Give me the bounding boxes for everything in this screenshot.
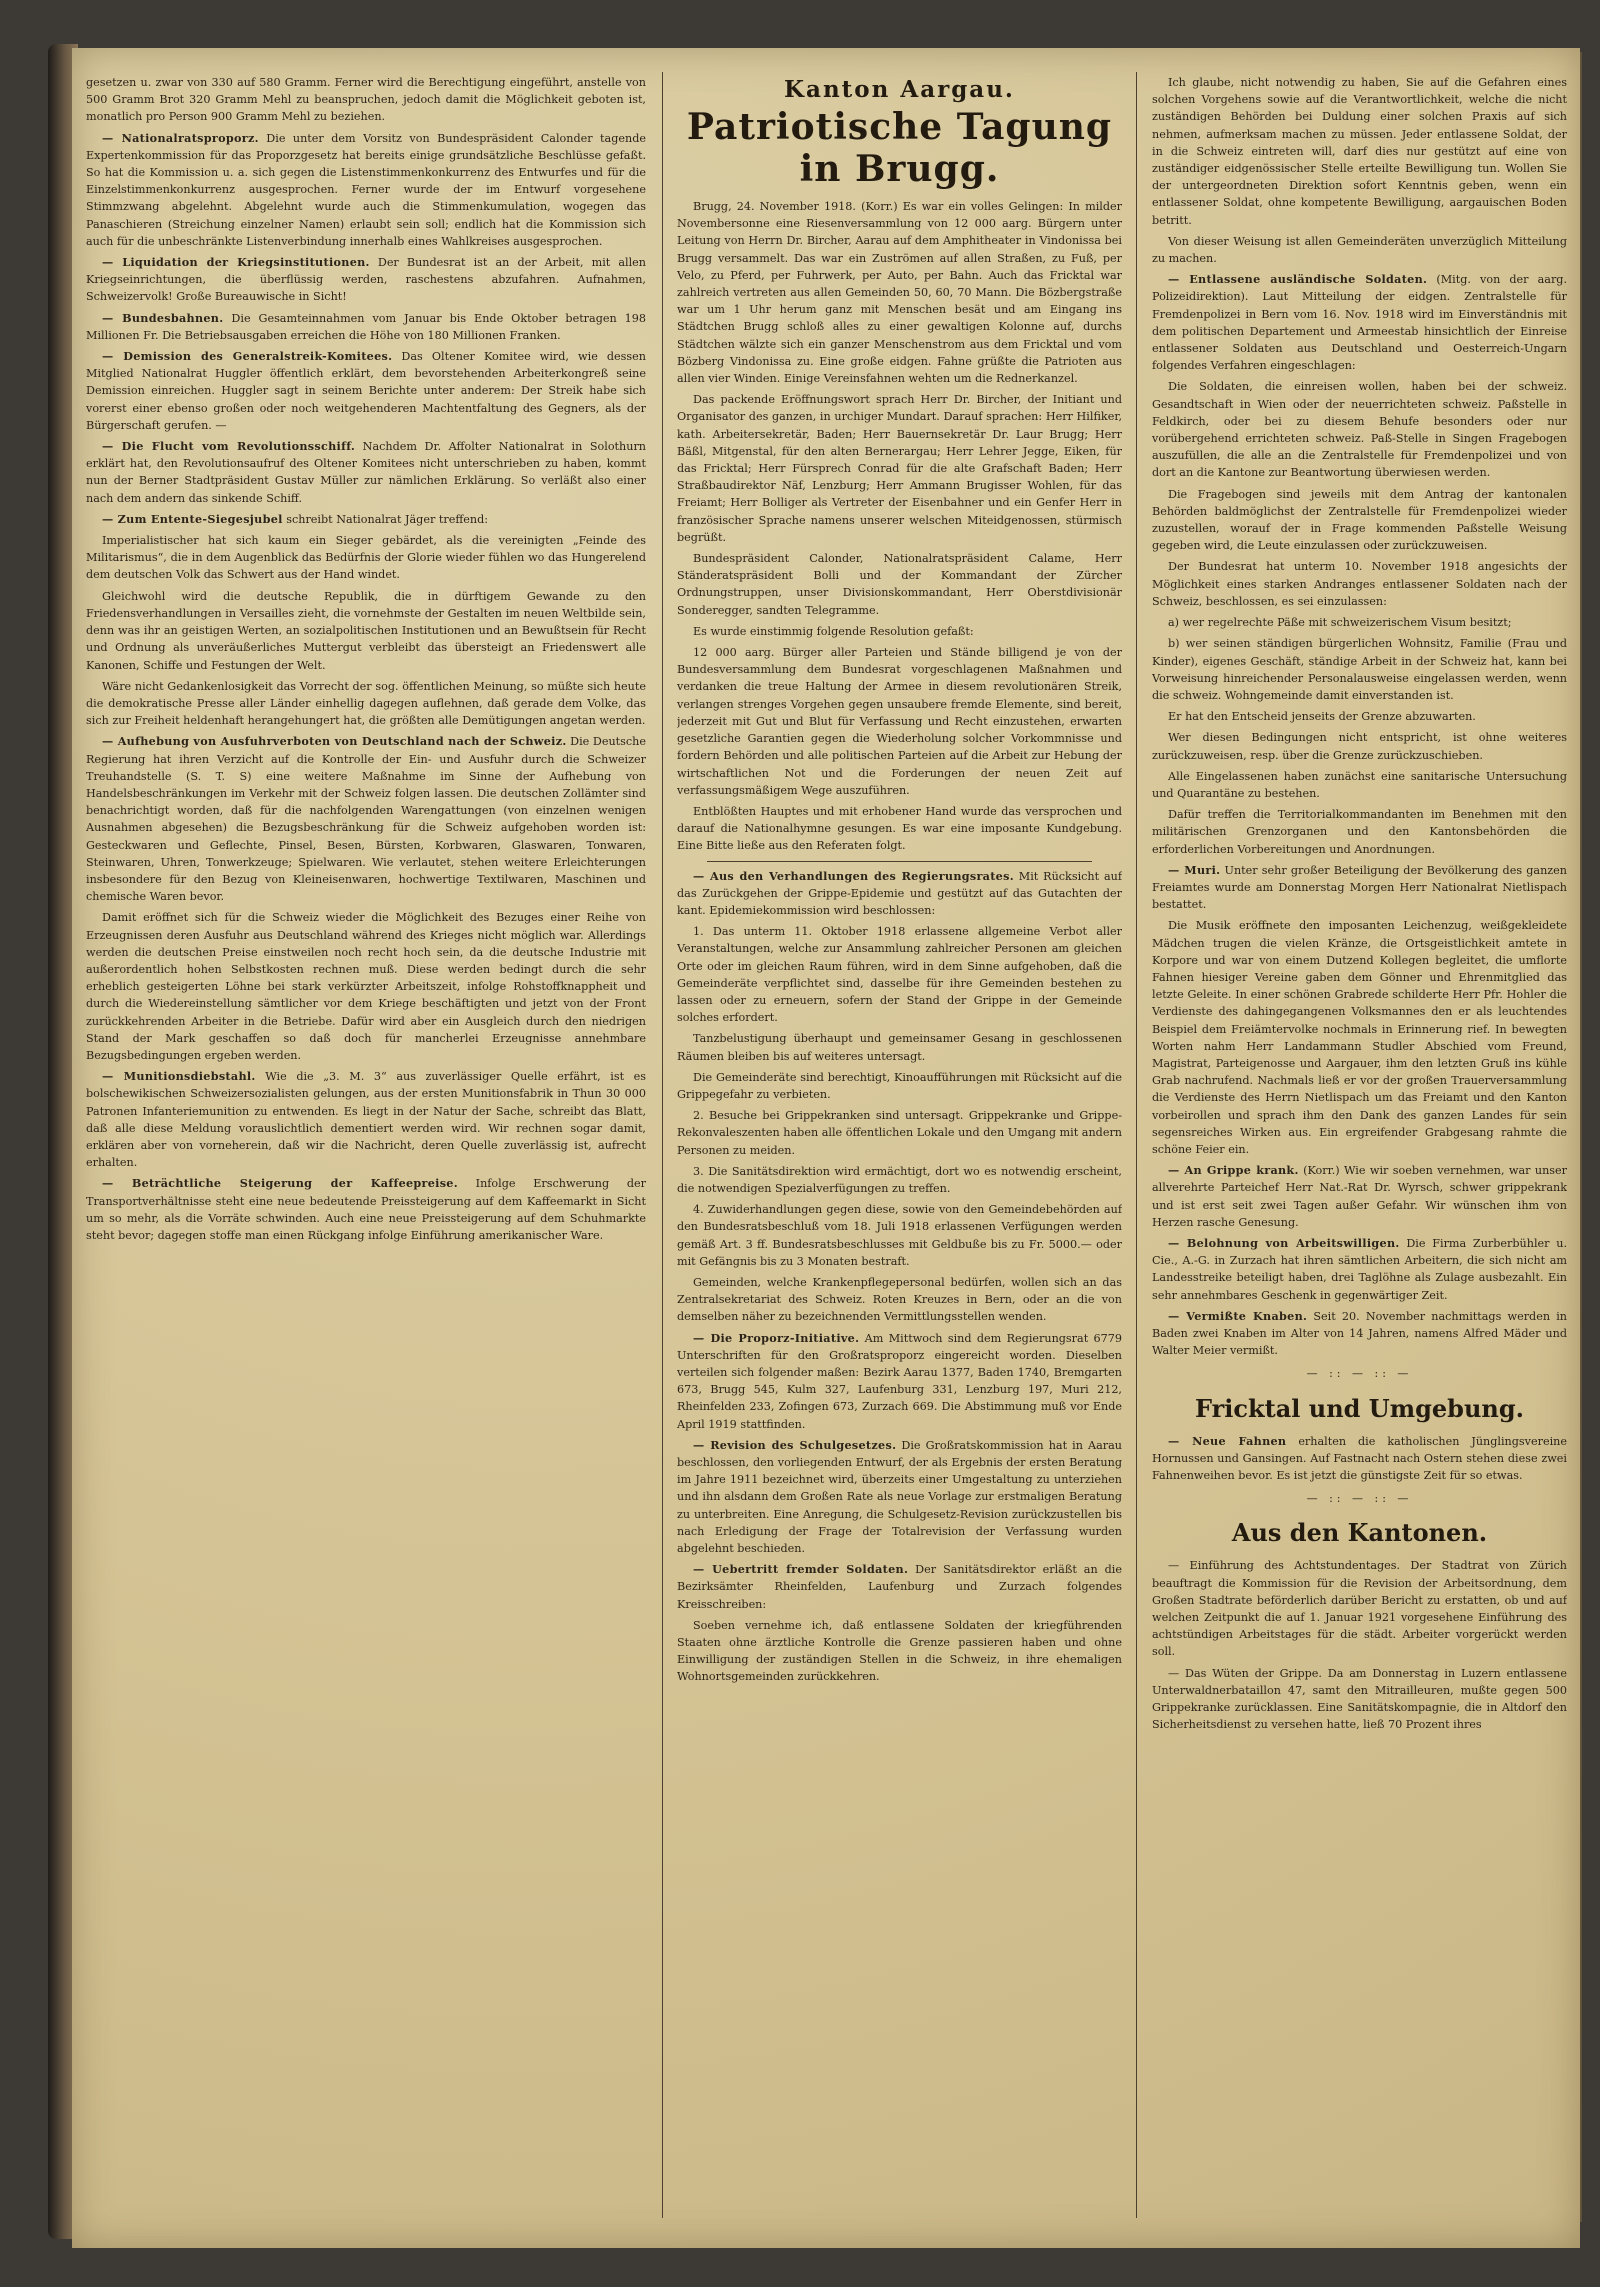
headline: Patriotische Tagung in Brugg.	[686, 106, 1113, 190]
article-heading: — Belohnung von Arbeitswilligen.	[1168, 1236, 1400, 1250]
article-paragraph: — Das Wüten der Grippe. Da am Donnerstag in Luzern entlassene Unterwaldnerbataillon 47, samt den Mitrailleuren, mußte gegen 500 Grippekranke zurücklassen. Eine Sanitätskompagnie, die in Altdorf den Sicherheitsdienst zu versehen hatte, ließ 70 Prozent ihres	[1152, 1666, 1567, 1732]
article-paragraph	[1152, 862, 1567, 914]
newspaper-page	[72, 48, 1580, 2248]
article-paragraph: Die Soldaten, die einreisen wollen, haben bei der schweiz. Gesandtschaft in Wien oder der neuerrichteten schweiz. Paßstelle in Feldkirch, oder bei zu diesem Behufe besonders oder nur vorübergehend errichteten schweiz. Paß-Stelle in Singen Fragebogen auszufüllen, die alle an die Zentralstelle für Fremdenpolizei und von dort an die Kantone zur Beantwortung überwiesen werden.	[1152, 380, 1567, 480]
article-paragraph	[1152, 1235, 1567, 1304]
article-heading: — Aufhebung von Ausfuhrverboten von Deutschland nach der Schweiz.	[102, 734, 567, 749]
article-paragraph: Von dieser Weisung ist allen Gemeinderäten unverzüglich Mitteilung zu machen.	[1152, 234, 1567, 266]
article-paragraph	[677, 868, 1122, 920]
list-item: b) wer seinen ständigen bürgerlichen Wohnsitz, Familie (Frau und Kinder), eigenes Geschäft, ständige Arbeit in der Schweiz hat, kann bei Vorweisung hinreichender Personalausweise eingelassen werden, wenn die schweiz. Wohngemeinde damit einverstanden ist.	[1152, 637, 1567, 702]
article-paragraph: Die Musik eröffnete den imposanten Leichenzug, weißgekleidete Mädchen trugen die vielen Kränze, die Ortsgeistlichkeit amtete in Korpore und war von einem Dutzend Kollegen begleitet, die umflorte Fahnen hiesiger Vereine gaben dem Gönner und Ehrenmitglied das letzte Geleite. In einer schönen Grabrede schilderte Herr Pfr. Hohler die Verdienste des dahingegangenen Volksmannes den er als leuchtendes Beispiel dem Freiämtervolke nochmals in Erinnerung rief. In bewegten Worten nahm Herr Landammann Studler Abschied vom Freund, Magistrat, Parteigenosse und Aargauer, ihm den letzten Gruß ins kühle Grab nachrufend. Nachmals ließ er vor der großen Trauerversammlung die Verdienste des Herrn Nietlispach um das Freiamt und den Kanton vorbeirollen und sprach ihm den Dank des ganzen Landes für sein segensreiches Wirken aus. Ein ergreifender Grabgesang rahmte die schöne Feier ein.	[1152, 919, 1567, 1156]
article-paragraph: Brugg, 24. November 1918. (Korr.) Es war ein volles Gelingen: In milder Novembersonne eine Riesenversammlung von 12 000 aarg. Bürgern unter Leitung von Herrn Dr. Bircher, Aarau auf dem Amphitheater in Vindonissa bei Brugg versammelt. Das war ein Zuströmen auf allen Straßen, zu Fuß, per Velo, zu Pferd, per Fuhrwerk, per Auto, per Bahn. Auch das Fricktal war zahlreich vertreten aus allen Gemeinden 50, 60, 70 Mann. Die Bözbergstraße war um 1 Uhr herum ganz mit Menschen besät und am Eingang ins Städtchen Brugg schloß alles zu einer gewaltigen Kolonne auf, durchs Städtchen wälzte sich ein ganzer Menschenstrom aus dem Fricktal und vom Bözberg Vindonissa zu. Eine große eidgen. Fahne grüßte die Patrioten aus allen vier Winden. Einige Vereinsfahnen wehten um die Rednerkanzel.	[677, 200, 1122, 386]
section-title-kanton-aargau: Kanton Aargau.	[784, 76, 1015, 103]
article-body: Die Gesamteinnahmen vom Januar bis Ende Oktober betragen 198 Millionen Fr. Die Betriebsausgaben erreichen die Höhe von 180 Millionen Franken.	[86, 311, 646, 342]
article-heading: — Die Flucht vom Revolutionsschiff.	[102, 439, 356, 454]
article-body: Wie die „3. M. 3“ aus zuverlässiger Quelle erfährt, ist es bolschewikischen Schweizersozialisten gelungen, aus der ersten Munitionsfabrik in Thun 30 000 Patronen Infanteriemunition zu entwenden. Es liegt in der Natur der Sache, schreibt das Blatt, daß alle diese Meldung vorauslichtlich dementiert werden wird. Wir rechnen sogar damit, erklären aber von vorneherein, daß wir die Nachricht, deren Quelle zuverlässig ist, aufrecht erhalten.	[86, 1070, 646, 1170]
article-paragraph	[86, 310, 646, 344]
column-rule	[662, 72, 663, 2218]
article-heading: — Bundesbahnen.	[102, 310, 224, 325]
article-paragraph	[1152, 1433, 1567, 1485]
article-paragraph	[677, 1561, 1122, 1613]
article-heading: — Demission des Generalstreik-Komitees.	[102, 349, 393, 364]
article-body: Die Deutsche Regierung hat ihren Verzicht auf die Kontrolle der Ein- und Ausfuhr durch die Schweizer Treuhandstelle (S. T. S) eine weitere Maßnahme im Sinne der Aufhebung von Handelsbeschränkungen im Verkehr mit der Schweiz folgen lassen. Die deutschen Zollämter sind benachrichtigt worden, daß für die nachfolgenden Warengattungen (von einzelnen wenigen Ausnahmen abgesehen) die Bezugsbeschränkung für die Schweiz aufgehoben worden ist: Gesteckwaren und Geflechte, Pinsel, Besen, Bürsten, Korbwaren, Glaswaren, Tonwaren, Steinwaren, Uhren, Tonwerkzeuge; Spielwaren. Wie verlautet, stehen weitere Erleichterungen insbesondere für den Bezug von Kleineisenwaren, hochwertige Textilwaren, Maschinen und chemische Waren bevor.	[86, 735, 646, 904]
article-heading: — Muri.	[1168, 862, 1221, 877]
article-paragraph: 1. Das unterm 11. Oktober 1918 erlassene allgemeine Verbot aller Veranstaltungen, welche zur Ansammlung zahlreicher Personen am gleichen Orte oder im gleichen Raum führen, wird in dem Sinne aufgehoben, daß die Gemeinderäte verpflichtet sind, dasselbe für ihre Gemeinden bestehen zu lassen oder zu erneuern, sofern der Stand der Grippe in der Gemeinde solches erfordert.	[677, 925, 1122, 1025]
article-paragraph: Bundespräsident Calonder, Nationalratspräsident Calame, Herr Ständeratspräsident Bolli und der Kommandant der Zürcher Ordnungstruppen, unser Divisionskommandant, Herr Oberstdivisionär Sonderegger, sandten Telegramme.	[677, 552, 1122, 617]
article-paragraph	[86, 438, 646, 507]
article-body: Mit Rücksicht auf das Zurückgehen der Grippe-Epidemie und gestützt auf das Gutachten der kant. Epidemiekommission wird beschlossen:	[677, 869, 1122, 917]
article-paragraph	[677, 1437, 1122, 1557]
column-rule	[1136, 72, 1137, 2218]
article-paragraph: Die Fragebogen sind jeweils mit dem Antrag der kantonalen Behörden baldmöglichst der Zentralstelle für Fremdenpolizei wieder zuzustellen, worauf der in Frage kommenden Paßstelle Weisung gegeben wird, die Leute einzulassen oder zurückzuweisen.	[1152, 487, 1567, 553]
article-paragraph: Entblößten Hauptes und mit erhobener Hand wurde das versprochen und darauf die Nationalhymne gesungen. Es war eine imposante Kundgebung. Eine Bitte ließe aus den Referaten folgt.	[677, 804, 1122, 853]
article-heading: — Entlassene ausländische Soldaten.	[1168, 272, 1428, 287]
article-paragraph: Wer diesen Bedingungen nicht entspricht, ist ohne weiteres zurückzuweisen, resp. über die Grenze zurückzuschieben.	[1152, 731, 1567, 762]
article-heading: — Uebertritt fremder Soldaten.	[693, 1562, 909, 1577]
section-title-fricktal: Fricktal und Umgebung.	[1195, 1393, 1524, 1423]
article-body: (Mitg. von der aarg. Polizeidirektion). Laut Mitteilung der eidgen. Zentralstelle für Fremdenpolizei in Bern vom 16. Nov. 1918 wird im Einverständnis mit dem politischen Departement und Armeestab hinsichtlich der Einreise entlassener Soldaten aus Deutschland und Oesterreich-Ungarn folgendes Verfahren eingeschlagen:	[1152, 273, 1567, 373]
article-body: (Korr.) Wie wir soeben vernehmen, war unser allverehrte Parteichef Herr Nat.-Rat Dr. Wyrsch, schwer grippekrank und ist erst seit zwei Tagen außer Gefahr. Wir wünschen ihm von Herzen rasche Genesung.	[1152, 1164, 1567, 1229]
article-paragraph	[1152, 1162, 1567, 1231]
article-paragraph: 4. Zuwiderhandlungen gegen diese, sowie von den Gemeindebehörden auf den Bundesratsbeschluß vom 18. Juli 1918 erlassenen Verfügungen werden gemäß Art. 3 ff. Bundesratsbeschlusses mit Geldbuße bis zu Fr. 5000.— oder mit Gefängnis bis zu 3 Monaten bestraft.	[677, 1203, 1122, 1268]
article-heading: — An Grippe krank.	[1168, 1163, 1299, 1178]
article-paragraph: gesetzen u. zwar von 330 auf 580 Gramm. Ferner wird die Berechtigung eingeführt, anstelle von 500 Gramm Brot 320 Gramm Mehl zu beanspruchen, jedoch damit die Möglichkeit geboten ist, monatlich pro Person 900 Gramm Mehl zu beziehen.	[86, 76, 646, 124]
article-body: Die Großratskommission hat in Aarau beschlossen, den vorliegenden Entwurf, der als Ergebnis der ersten Beratung im Jahre 1911 bezeichnet wird, überzeits einer Umgestaltung zu unterziehen und ihn alsdann dem Großen Rate als neue Vorlage zur erstmaligen Beratung zu unterbreiten. Eine Anregung, die Schulgesetz-Revision zurückzustellen bis nach Erledigung der Frage der Totalrevision der Verfassung wurden abgelehnt beschieden.	[677, 1438, 1122, 1556]
article-body: Am Mittwoch sind dem Regierungsrat 6779 Unterschriften für den Großratsproporz eingereicht worden. Dieselben verteilen sich folgender maßen: Bezirk Aarau 1377, Baden 1740, Bremgarten 673, Brugg 545, Kulm 327, Laufenburg 331, Lenzburg 197, Muri 212, Rheinfelden 233, Zofingen 673, Zurzach 669. Die Abstimmung muß vor Ende April 1919 stattfinden.	[677, 1331, 1122, 1431]
separator: — :: — :: —	[1306, 1492, 1413, 1506]
article-paragraph: — Einführung des Achtstundentages. Der Stadtrat von Zürich beauftragt die Kommission für die Revision der Arbeitsordnung, dem Großen Stadtrate beförderlich darüber Bericht zu erstatten, ob und auf welchen Zeitpunkt die auf 1. Januar 1921 vorgesehene Einführung des achtstündigen Arbeitstages für die städt. Arbeiter vorgerückt werden soll.	[1152, 1559, 1567, 1659]
article-body: Der Bundesrat ist an der Arbeit, mit allen Kriegseinrichtungen, die überflüssig werden, raschestens abzufahren. Aufnahmen, Schweizervolk! Große Bureauwische in Sicht!	[86, 256, 646, 304]
article-heading: — Neue Fahnen	[1168, 1433, 1287, 1448]
list-item: a) wer regelrechte Päße mit schweizerischem Visum besitzt;	[1168, 616, 1512, 630]
article-paragraph	[86, 348, 646, 434]
article-heading: — Beträchtliche Steigerung der Kaffeepreise.	[102, 1176, 458, 1191]
article-paragraph: Soeben vernehme ich, daß entlassene Soldaten der kriegführenden Staaten ohne ärztliche Kontrolle die Grenze passieren haben und ohne Einwilligung der zuständigen Stellen in die Schweiz, in ihre ehemaligen Wohnortsgemeinden zurückkehren.	[677, 1618, 1122, 1684]
article-heading: — Vermißte Knaben.	[1168, 1308, 1308, 1323]
article-paragraph	[1152, 1308, 1567, 1360]
section-title-kantonen: Aus den Kantonen.	[1231, 1518, 1488, 1548]
article-paragraph: Es wurde einstimmig folgende Resolution gefaßt:	[693, 624, 974, 638]
divider	[707, 861, 1092, 862]
article-paragraph	[86, 1068, 646, 1171]
article-paragraph: Damit eröffnet sich für die Schweiz wieder die Möglichkeit des Bezuges einer Reihe von Erzeugnissen deren Ausfuhr aus Deutschland während des Krieges nicht möglich war. Allerdings werden die deutschen Preise einstweilen noch recht hoch sein, da die deutsche Industrie mit außerordentlich hohen Selbstkosten rechnen muß. Diese werden bedingt durch die sehr erheblich gesteigerten Löhne bei stark verkürzter Arbeitszeit, infolge Rohstoffknappheit und durch die Wiedereinstellung sämtlicher vor dem Kriege beschäftigten und jetzt von der Front zurückkehrenden Arbeiter in die Betriebe. Dafür wird aber ein Ausgleich durch den niedrigen Stand der Mark geschaffen so daß doch für mancherlei Erzeugnisse annehmbare Bezugsbedingungen ergeben werden.	[86, 911, 646, 1062]
article-paragraph	[86, 1175, 646, 1244]
article-paragraph: Ich glaube, nicht notwendig zu haben, Sie auf die Gefahren eines solchen Vorgehens sowie auf die Verantwortlichkeit, welche die nicht zuständigen Behörden bei Duldung einer solchen Praxis auf sich nehmen, aufmerksam machen zu müssen. Jeder entlassene Soldat, der in die Schweiz eintreten will, darf dies nur gestützt auf eine von zuständiger eidgenössischer Stelle erteilte Bewilligung tun. Wollen Sie der untergeordneten Direktion sofort Kenntnis geben, wenn ein entlassener Soldat, ohne kompetente Bewilligung, aargauischen Boden betritt.	[1152, 76, 1567, 227]
article-paragraph: Die Gemeinderäte sind berechtigt, Kinoaufführungen mit Rücksicht auf die Grippegefahr zu verbieten.	[677, 1070, 1122, 1101]
article-body: Seit 20. November nachmittags werden in Baden zwei Knaben im Alter von 14 Jahren, namens Alfred Mäder und Walter Meier vermißt.	[1152, 1309, 1567, 1358]
resolution-text: 12 000 aarg. Bürger aller Parteien und Stände billigend je von der Bundesversammlung dem Bundesrat vorgeschlagenen Maßnahmen und verdanken die treue Haltung der Armee in diesem revolutionären Streik, verlangen strenges Vorgehen gegen unsaubere fremde Elemente, sind bereit, jederzeit mit Gut und Blut für Verfassung und Recht einzustehen, erwarten gesetzliche Garantien gegen die Wiederholung solcher Vorkommnisse und fordern Behörden und alle politischen Parteien auf die Arbeit zur Hebung der wirtschaftlichen Not und die Forderungen der neuen Zeit auf verfassungsmäßigem Wege auszuführen.	[677, 646, 1122, 797]
article-body: Das Oltener Komitee wird, wie dessen Mitglied Nationalrat Huggler öffentlich erklärt, dem bevorstehenden Arbeiterkongreß seine Demission einreichen. Huggler sagt in seinem Berichte unter anderem: Der Streik habe sich vorerst einer ebenso großen oder noch weitgehenderen Machtentfaltung des Gegners, als der Bürgerschaft gerufen. —	[86, 350, 646, 432]
column-middle	[677, 74, 1122, 2218]
article-paragraph: Imperialistischer hat sich kaum ein Sieger gebärdet, als die vereinigten „Feinde des Militarismus“, die in dem Augenblick das Bedürfnis der Glorie wieder fühlen wo das Hungerelend dem deutschen Volk das Schwert aus der Hand windet.	[86, 534, 646, 582]
article-paragraph: Gleichwohl wird die deutsche Republik, die in dürftigem Gewande zu den Friedensverhandlungen in Versailles zieht, die vornehmste der Gestalten im neuen Weltbilde sein, denn was ihr an geistigen Werten, an sozialpolitischen Institutionen und an Bewußtsein für Recht und Ordnung als unveräußerliches Muttergut verbleibt das übersteigt an Friedenswert alle Kanonen, Schiffe und Festungen der Welt.	[86, 589, 646, 672]
article-paragraph	[1152, 271, 1567, 374]
column-left	[86, 74, 646, 2218]
article-body: Nachdem Dr. Affolter Nationalrat in Solothurn erklärt hat, den Revolutionsaufruf des Oltener Komitees nicht unterschrieben zu haben, kommt nun der Berner Stadtpräsident Gustav Müller zur nämlichen Erklärung. So verläßt also einer nach dem andern das sinkende Schiff.	[86, 440, 646, 505]
article-heading: — Liquidation der Kriegsinstitutionen.	[102, 255, 370, 270]
article-heading: — Aus den Verhandlungen des Regierungsrates.	[693, 868, 1014, 883]
article-paragraph: Das packende Eröffnungswort sprach Herr Dr. Bircher, der Initiant und Organisator des ganzen, in urchiger Mundart. Darauf sprachen: Herr Hilfiker, kath. Arbeitersekretär, Baden; Herr Bauernsekretär Dr. Laur Brugg; Herr Bäßl, Mitgenstal, für den alten Bernerargau; Herr Lehrer Jegge, Eiken, für das Fricktal; Herr Fürsprech Conrad für die alte Grafschaft Baden; Herr Straßbaudirektor Näf, Lenzburg; Herr Ammann Brugisser Wohlen, für das Freiamt; Herr Bolliger als Vertreter der Eisenbahner und ein Genfer Herr in französischer Sprache namens unserer welschen Miteidgenossen, stürmisch begrüßt.	[677, 393, 1122, 544]
article-body: schreibt Nationalrat Jäger treffend:	[286, 512, 489, 526]
article-heading: — Die Proporz-Initiative.	[693, 1330, 860, 1345]
article-paragraph	[677, 1330, 1122, 1433]
article-paragraph	[86, 733, 646, 905]
article-body: Die unter dem Vorsitz von Bundespräsident Calonder tagende Expertenkommission für das Proporzgesetz hat bereits einige grundsätzliche Beschlüsse gefaßt. So hat die Kommission u. a. sich gegen die Listenstimmenkonkurrenz des Entwurfes und für die Einzelstimmenkonkurrenz ausgesprochen. Ferner wurde der im Entwurf vorgesehene Stimmzwang abgelehnt. Abgelehnt wurde auch die Stimmenkumulation, wogegen das Panaschieren (Streichung einzelner Namen) erlaubt sein soll; endlich hat die Kommission sich auch für die unbeschränkte Listenverbindung innerhalb eines Wahlkreises ausgesprochen.	[86, 131, 646, 248]
column-right	[1152, 74, 1567, 2218]
article-paragraph	[86, 254, 646, 306]
article-paragraph: Dafür treffen die Territorialkommandanten im Benehmen mit den militärischen Grenzorganen und den Kantonsbehörden die erforderlichen Vorbereitungen und Anordnungen.	[1152, 808, 1567, 856]
article-paragraph: Alle Eingelassenen haben zunächst eine sanitarische Untersuchung und Quarantäne zu bestehen.	[1152, 769, 1567, 800]
article-paragraph: Er hat den Entscheid jenseits der Grenze abzuwarten.	[1168, 710, 1476, 724]
article-body: Der Sanitätsdirektor erläßt an die Bezirksämter Rheinfelden, Laufenburg und Zurzach folgendes Kreisschreiben:	[677, 1563, 1122, 1611]
article-body: Die Firma Zurberbühler u. Cie., A.-G. in Zurzach hat ihren sämtlichen Arbeitern, die sich nicht am Landesstreike beteiligt haben, drei Taglöhne als Zulage ausbezahlt. Ein sehr annehmbares Geschenk in gegenwärtiger Zeit.	[1152, 1237, 1567, 1302]
article-paragraph: Der Bundesrat hat unterm 10. November 1918 angesichts der Möglichkeit eines starken Andranges entlassener Soldaten nach der Schweiz, beschlossen, es sei einzulassen:	[1152, 560, 1567, 608]
article-body: erhalten die katholischen Jünglingsvereine Hornussen und Gansingen. Auf Fastnacht nach Ostern stehen diese zwei Fahnenweihen bevor. Es ist jetzt die günstigste Zeit für so etwas.	[1152, 1434, 1567, 1483]
article-heading: — Nationalratsproporz.	[102, 130, 259, 145]
article-heading: — Revision des Schulgesetzes.	[693, 1437, 897, 1452]
article-heading: — Zum Entente-Siegesjubel	[102, 511, 283, 526]
article-paragraph: Tanzbelustigung überhaupt und gemeinsamer Gesang in geschlossenen Räumen bleiben bis auf weiteres untersagt.	[677, 1032, 1122, 1063]
article-body: Infolge Erschwerung der Transportverhältnisse steht eine neue bedeutende Preissteigerung auf dem Kaffeemarkt in Sicht um so mehr, als die Vorräte schwinden. Auch eine neue Preissteigerung auf dem Schuhmarkte steht bevor; dagegen stoffe man einen Rückgang infolge Einführung amerikanischer Ware.	[86, 1177, 646, 1242]
article-paragraph: 3. Die Sanitätsdirektion wird ermächtigt, dort wo es notwendig erscheint, die notwendigen Spezialverfügungen zu treffen.	[677, 1164, 1122, 1195]
article-heading: — Munitionsdiebstahl.	[102, 1069, 256, 1084]
article-paragraph: 2. Besuche bei Grippekranken sind untersagt. Grippekranke und Grippe-Rekonvaleszenten haben alle öffentlichen Lokale und den Umgang mit andern Personen zu meiden.	[677, 1109, 1122, 1157]
article-body: Unter sehr großer Beteiligung der Bevölkerung des ganzen Freiamtes wurde am Donnerstag Morgen Herr Nationalrat Nietlispach bestattet.	[1152, 863, 1567, 912]
separator: — :: — :: —	[1306, 1367, 1413, 1381]
article-paragraph: Gemeinden, welche Krankenpflegepersonal bedürfen, wollen sich an das Zentralsekretariat des Schweiz. Roten Kreuzes in Bern, oder an die von demselben näher zu bezeichnenden Vermittlungsstellen wenden.	[677, 1275, 1122, 1324]
article-paragraph	[86, 130, 646, 250]
article-paragraph	[86, 511, 646, 528]
article-paragraph: Wäre nicht Gedankenlosigkeit das Vorrecht der sog. öffentlichen Meinung, so müßte sich heute die demokratische Presse aller Länder einhellig dagegen auflehnen, daß gerade dem Volke, das sich zur Freiheit heldenhaft herangehungert hat, die größten alle Demütigungen angetan werden.	[86, 679, 646, 728]
